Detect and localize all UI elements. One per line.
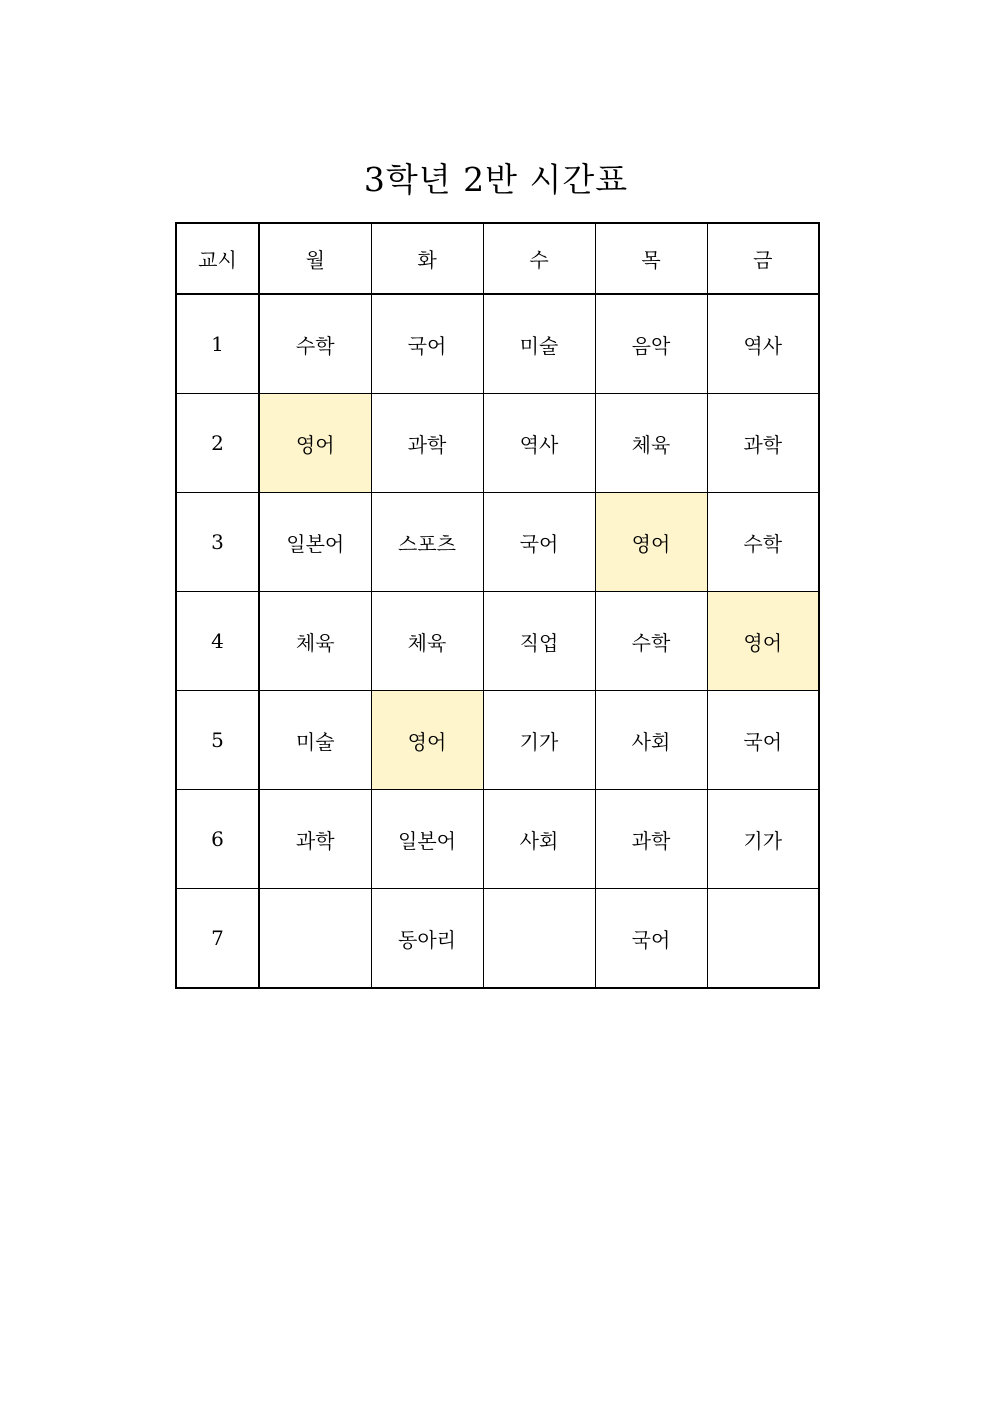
table-row bbox=[176, 691, 819, 790]
subject-cell: 직업 bbox=[483, 592, 595, 691]
subject-cell: 미술 bbox=[483, 294, 595, 394]
table-row bbox=[176, 394, 819, 493]
table-row bbox=[176, 493, 819, 592]
header-period: 교시 bbox=[176, 223, 259, 294]
subject-cell: 과학 bbox=[259, 790, 371, 889]
subject-cell: 미술 bbox=[259, 691, 371, 790]
subject-cell: 사회 bbox=[483, 790, 595, 889]
subject-cell: 기가 bbox=[483, 691, 595, 790]
subject-cell: 수학 bbox=[595, 592, 707, 691]
period-cell: 1 bbox=[176, 294, 259, 394]
subject-cell: 음악 bbox=[595, 294, 707, 394]
table-row bbox=[176, 790, 819, 889]
period-cell: 2 bbox=[176, 394, 259, 493]
header-tue: 화 bbox=[371, 223, 483, 294]
subject-cell: 과학 bbox=[371, 394, 483, 493]
subject-cell-empty bbox=[483, 889, 595, 989]
subject-cell: 수학 bbox=[259, 294, 371, 394]
subject-cell-highlighted: 영어 bbox=[371, 691, 483, 790]
subject-cell-empty bbox=[259, 889, 371, 989]
subject-cell: 역사 bbox=[707, 294, 819, 394]
subject-cell: 기가 bbox=[707, 790, 819, 889]
subject-cell-highlighted: 영어 bbox=[259, 394, 371, 493]
subject-cell: 역사 bbox=[483, 394, 595, 493]
table-row bbox=[176, 592, 819, 691]
header-fri: 금 bbox=[707, 223, 819, 294]
period-cell: 7 bbox=[176, 889, 259, 989]
subject-cell: 국어 bbox=[371, 294, 483, 394]
subject-cell: 과학 bbox=[595, 790, 707, 889]
subject-cell-highlighted: 영어 bbox=[707, 592, 819, 691]
subject-cell: 국어 bbox=[595, 889, 707, 989]
subject-cell: 사회 bbox=[595, 691, 707, 790]
header-wed: 수 bbox=[483, 223, 595, 294]
period-cell: 4 bbox=[176, 592, 259, 691]
header-mon: 월 bbox=[259, 223, 371, 294]
header-thu: 목 bbox=[595, 223, 707, 294]
subject-cell-highlighted: 영어 bbox=[595, 493, 707, 592]
page-title: 3학년 2반 시간표 bbox=[363, 160, 629, 199]
period-cell: 6 bbox=[176, 790, 259, 889]
subject-cell: 체육 bbox=[595, 394, 707, 493]
subject-cell: 스포츠 bbox=[371, 493, 483, 592]
subject-cell: 일본어 bbox=[371, 790, 483, 889]
period-cell: 3 bbox=[176, 493, 259, 592]
period-cell: 5 bbox=[176, 691, 259, 790]
subject-cell: 일본어 bbox=[259, 493, 371, 592]
table-row bbox=[176, 889, 819, 989]
subject-cell: 국어 bbox=[707, 691, 819, 790]
header-row bbox=[176, 223, 819, 294]
subject-cell: 동아리 bbox=[371, 889, 483, 989]
subject-cell: 국어 bbox=[483, 493, 595, 592]
subject-cell: 과학 bbox=[707, 394, 819, 493]
subject-cell: 체육 bbox=[371, 592, 483, 691]
subject-cell-empty bbox=[707, 889, 819, 989]
table-row bbox=[176, 294, 819, 394]
subject-cell: 수학 bbox=[707, 493, 819, 592]
timetable bbox=[175, 222, 820, 989]
subject-cell: 체육 bbox=[259, 592, 371, 691]
